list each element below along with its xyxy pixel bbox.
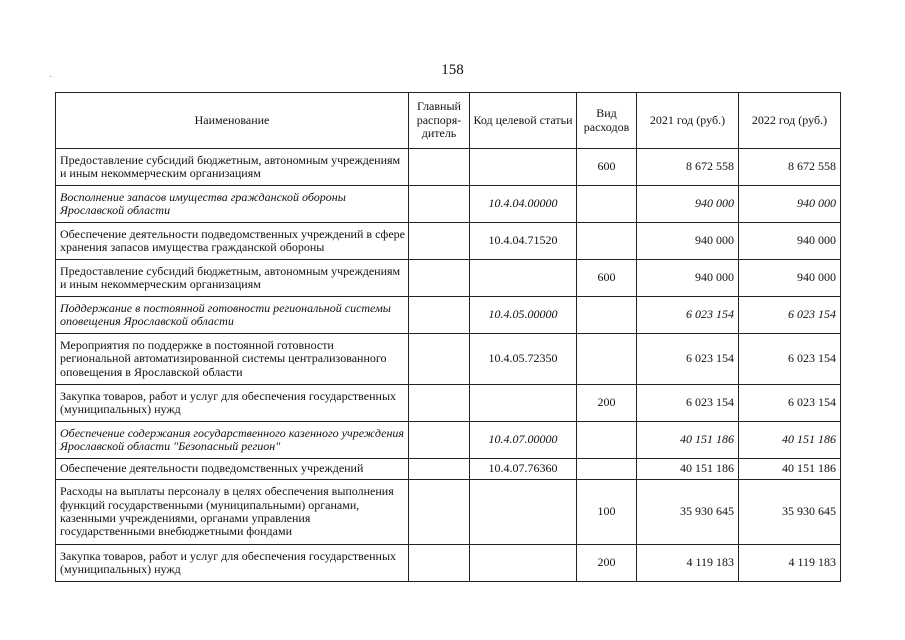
table-row: [56, 422, 841, 459]
row-expense-type: [577, 186, 637, 223]
row-value-2022: 940 000: [739, 223, 841, 260]
row-name: Обеспечение деятельности подведомственных учреждений: [56, 459, 409, 480]
table-header-row: [56, 93, 841, 149]
row-value-2022: 35 930 645: [739, 480, 841, 545]
table-row: [56, 334, 841, 385]
row-value-2022: 940 000: [739, 260, 841, 297]
row-manager: [409, 260, 470, 297]
row-expense-type: [577, 223, 637, 260]
row-name: Предоставление субсидий бюджетным, автономным учреждениям и иным некоммерческим организациям: [56, 260, 409, 297]
header-2021: 2021 год (руб.): [637, 93, 739, 149]
row-manager: [409, 480, 470, 545]
row-manager: [409, 149, 470, 186]
row-value-2022: 8 672 558: [739, 149, 841, 186]
row-name: Поддержание в постоянной готовности региональной системы оповещения Ярославской области: [56, 297, 409, 334]
row-name: Восполнение запасов имущества гражданской обороны Ярославской области: [56, 186, 409, 223]
row-expense-type: 200: [577, 545, 637, 582]
header-expense-type: Вид расходов: [577, 93, 637, 149]
row-name: Закупка товаров, работ и услуг для обеспечения государственных (муниципальных) нужд: [56, 385, 409, 422]
row-manager: [409, 545, 470, 582]
scan-artifact-dot: ·: [49, 72, 53, 83]
row-code: 10.4.04.71520: [470, 223, 577, 260]
table-row: [56, 459, 841, 480]
row-manager: [409, 334, 470, 385]
row-expense-type: [577, 334, 637, 385]
table-row: [56, 223, 841, 260]
row-name: Расходы на выплаты персоналу в целях обеспечения выполнения функций государственными (муниципальными) органами, казенными учреждениями, органами управления государственными внебюджетными фондами: [56, 480, 409, 545]
row-manager: [409, 385, 470, 422]
row-value-2022: 6 023 154: [739, 334, 841, 385]
row-value-2022: 4 119 183: [739, 545, 841, 582]
row-code: 10.4.07.00000: [470, 422, 577, 459]
row-value-2021: 6 023 154: [637, 334, 739, 385]
row-code: [470, 545, 577, 582]
row-name: Мероприятия по поддержке в постоянной готовности региональной автоматизированной системы централизованного оповещения в Ярославской области: [56, 334, 409, 385]
row-expense-type: 600: [577, 149, 637, 186]
row-value-2021: 4 119 183: [637, 545, 739, 582]
header-name: Наименование: [56, 93, 409, 149]
row-code: 10.4.05.72350: [470, 334, 577, 385]
row-value-2021: 940 000: [637, 186, 739, 223]
table-row: [56, 297, 841, 334]
table-row: [56, 149, 841, 186]
row-code: [470, 480, 577, 545]
row-code: [470, 385, 577, 422]
row-manager: [409, 459, 470, 480]
row-manager: [409, 422, 470, 459]
table-row: [56, 186, 841, 223]
row-expense-type: 200: [577, 385, 637, 422]
page-number: 158: [441, 62, 464, 78]
header-code: Код целевой статьи: [470, 93, 577, 149]
table-row: [56, 385, 841, 422]
row-manager: [409, 223, 470, 260]
row-code: [470, 149, 577, 186]
row-manager: [409, 186, 470, 223]
row-value-2022: 940 000: [739, 186, 841, 223]
row-value-2021: 8 672 558: [637, 149, 739, 186]
budget-table: [55, 92, 841, 582]
row-value-2022: 40 151 186: [739, 422, 841, 459]
header-manager: Главный распоря-дитель: [409, 93, 470, 149]
row-value-2021: 940 000: [637, 260, 739, 297]
row-manager: [409, 297, 470, 334]
row-code: 10.4.04.00000: [470, 186, 577, 223]
row-code: [470, 260, 577, 297]
row-name: Обеспечение деятельности подведомственных учреждений в сфере хранения запасов имущества гражданской обороны: [56, 223, 409, 260]
row-expense-type: [577, 422, 637, 459]
row-value-2021: 940 000: [637, 223, 739, 260]
row-value-2021: 40 151 186: [637, 459, 739, 480]
row-code: 10.4.05.00000: [470, 297, 577, 334]
row-value-2021: 6 023 154: [637, 385, 739, 422]
table-row: [56, 260, 841, 297]
row-expense-type: [577, 459, 637, 480]
row-expense-type: 600: [577, 260, 637, 297]
row-expense-type: 100: [577, 480, 637, 545]
row-name: Предоставление субсидий бюджетным, автономным учреждениям и иным некоммерческим организациям: [56, 149, 409, 186]
row-name: Обеспечение содержания государственного казенного учреждения Ярославской области "Безопасный регион": [56, 422, 409, 459]
row-value-2021: 35 930 645: [637, 480, 739, 545]
table-row: [56, 545, 841, 582]
row-value-2022: 6 023 154: [739, 385, 841, 422]
row-name: Закупка товаров, работ и услуг для обеспечения государственных (муниципальных) нужд: [56, 545, 409, 582]
row-code: 10.4.07.76360: [470, 459, 577, 480]
row-value-2021: 40 151 186: [637, 422, 739, 459]
table-row: [56, 480, 841, 545]
row-value-2022: 40 151 186: [739, 459, 841, 480]
row-value-2022: 6 023 154: [739, 297, 841, 334]
row-expense-type: [577, 297, 637, 334]
row-value-2021: 6 023 154: [637, 297, 739, 334]
header-2022: 2022 год (руб.): [739, 93, 841, 149]
